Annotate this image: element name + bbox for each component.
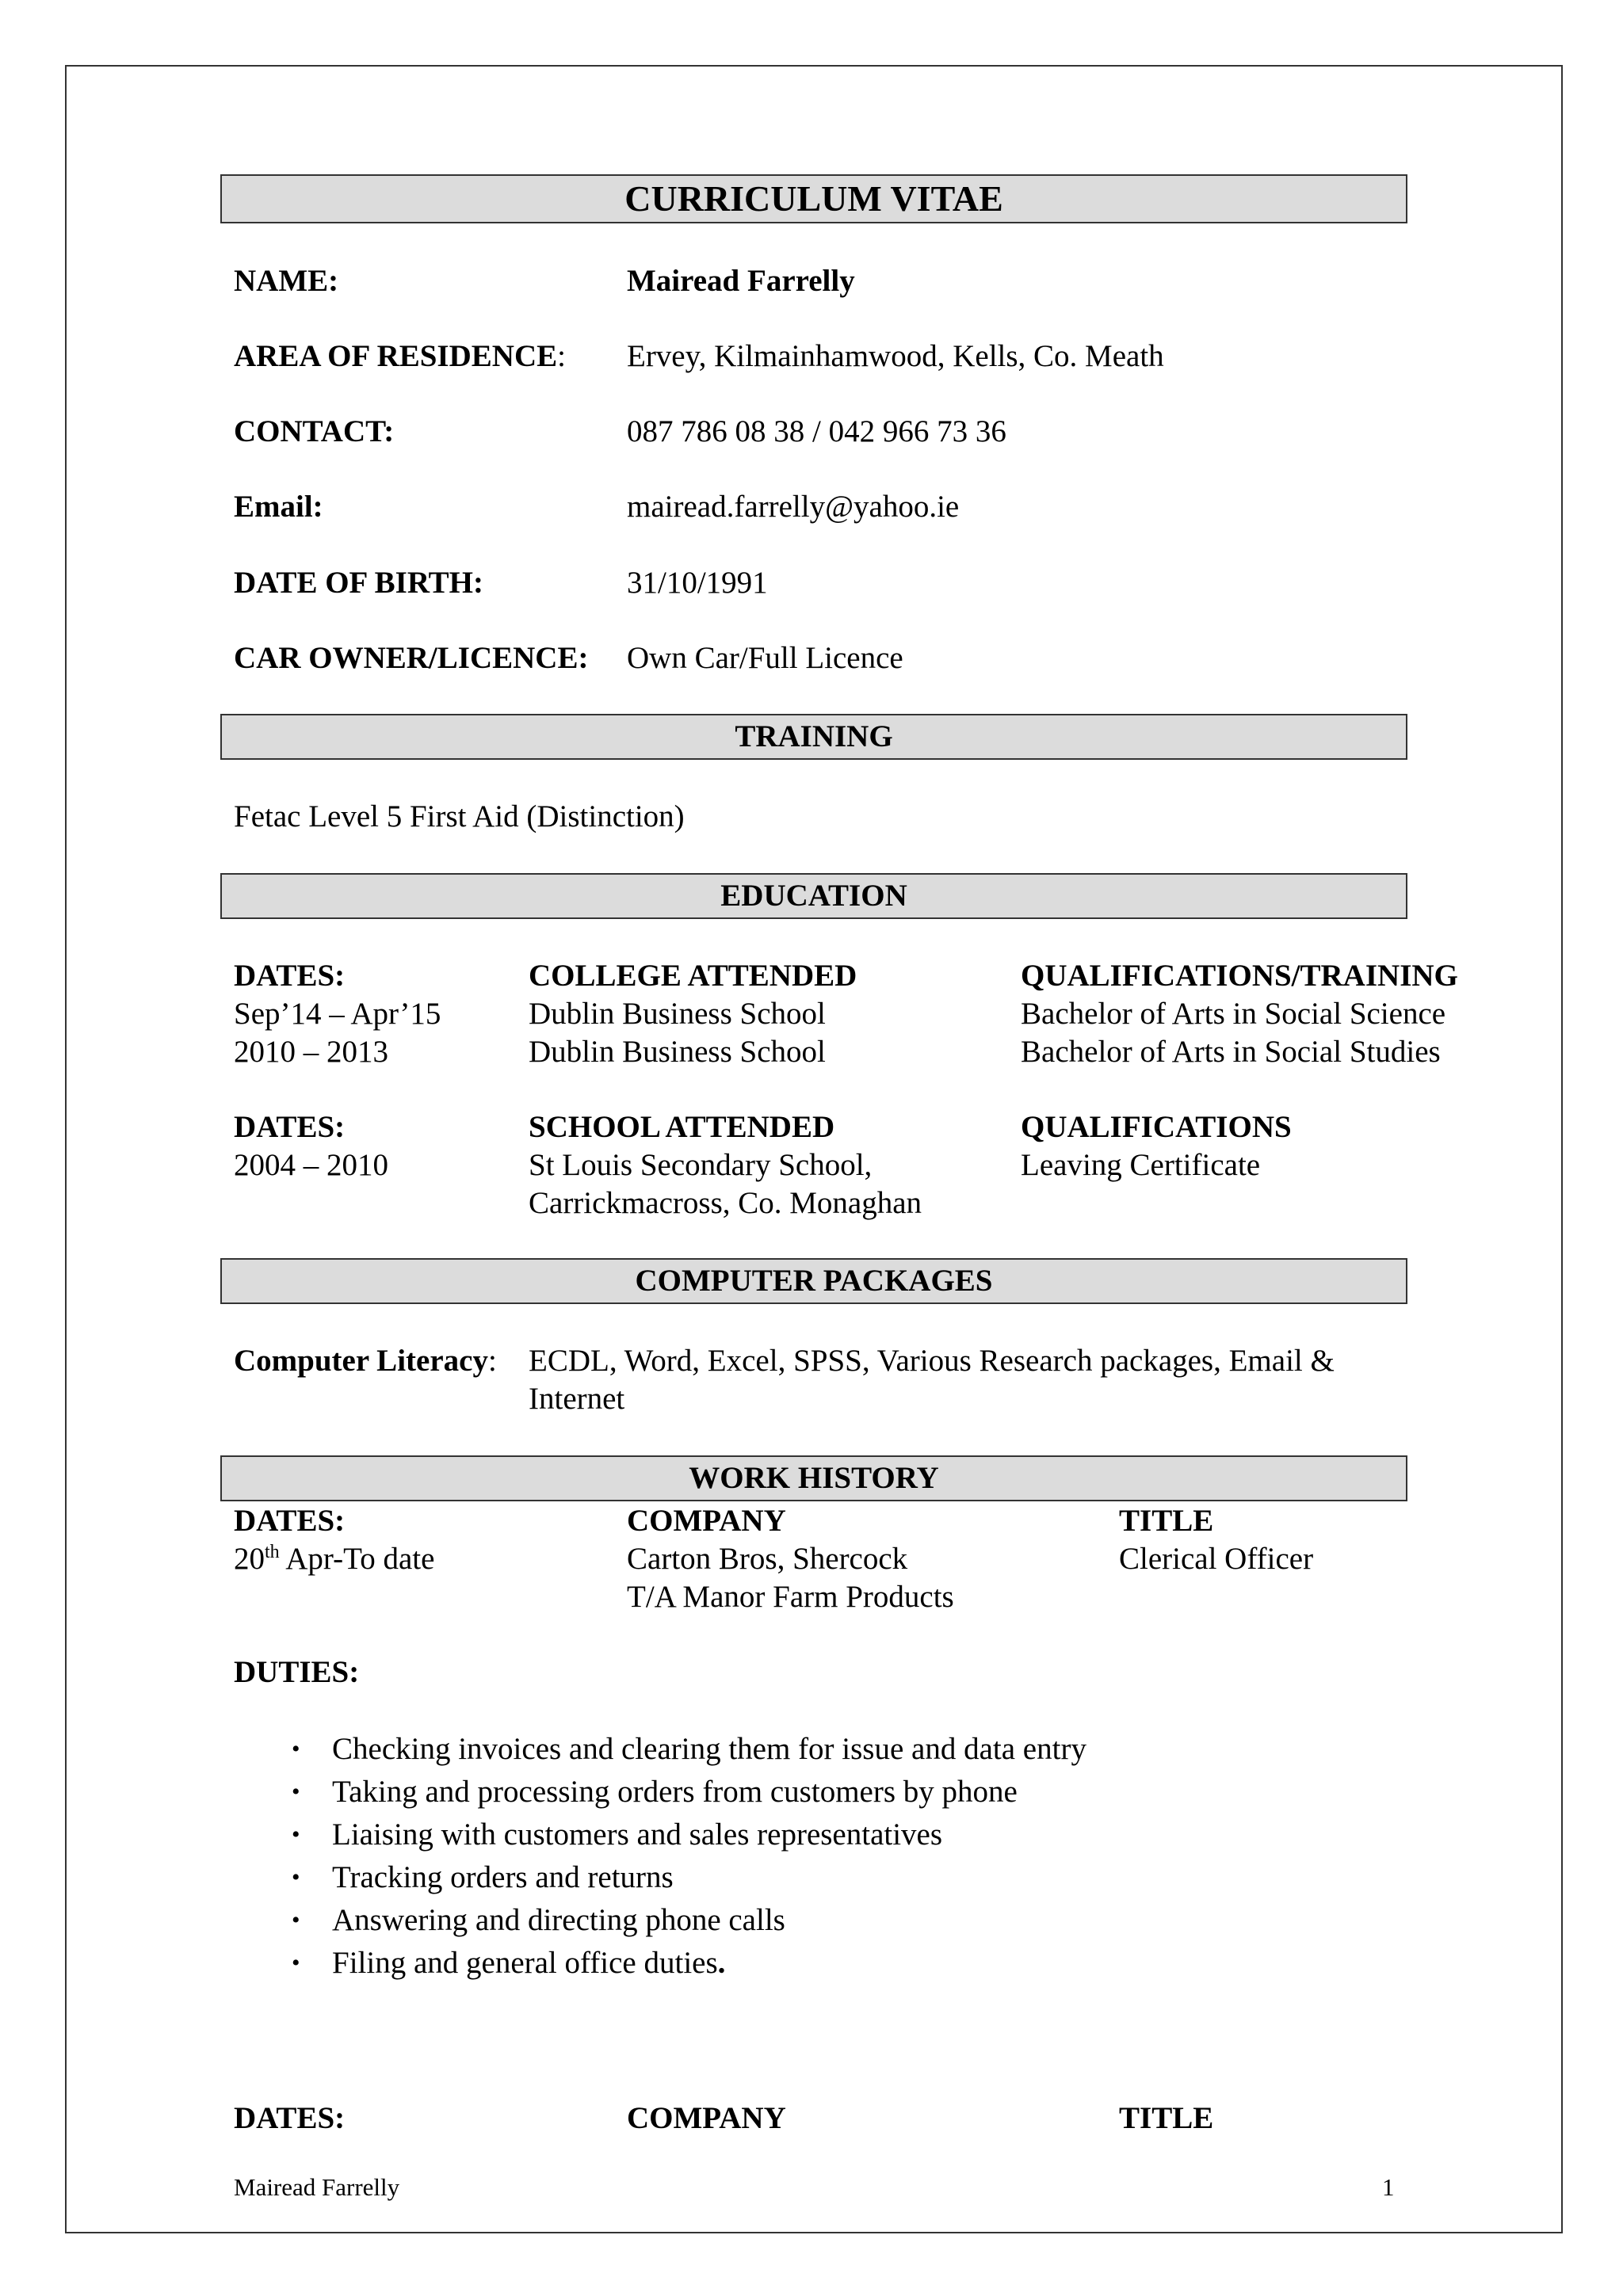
job-1-company-line-2: T/A Manor Farm Products bbox=[627, 1580, 954, 1614]
computer-literacy-value-line-1: ECDL, Word, Excel, SPSS, Various Research packages, Email & bbox=[529, 1344, 1335, 1378]
job-1-date-suffix: th bbox=[265, 1542, 280, 1562]
duties-label: DUTIES: bbox=[234, 1655, 360, 1689]
residence-label-colon: : bbox=[557, 339, 566, 373]
job-1-title: Clerical Officer bbox=[1119, 1542, 1314, 1576]
computer-literacy-label: Computer Literacy bbox=[234, 1344, 488, 1378]
next-dates-header: DATES: bbox=[234, 2101, 346, 2135]
bullet: • bbox=[292, 1779, 300, 1805]
computer-heading: COMPUTER PACKAGES bbox=[220, 1258, 1407, 1304]
duty-text: Checking invoices and clearing them for issue and data entry bbox=[332, 1732, 1086, 1766]
college-row-2-college: Dublin Business School bbox=[529, 1035, 826, 1069]
school-attended-header: SCHOOL ATTENDED bbox=[529, 1110, 835, 1144]
residence-label: AREA OF RESIDENCE bbox=[234, 339, 558, 373]
email-label: Email: bbox=[234, 490, 323, 524]
job-1-date-rest: Apr-To date bbox=[279, 1542, 435, 1576]
work-title-header: TITLE bbox=[1119, 1504, 1214, 1538]
college-row-1-college: Dublin Business School bbox=[529, 997, 826, 1031]
dob-label: DATE OF BIRTH: bbox=[234, 566, 483, 600]
residence-label-row bbox=[234, 338, 566, 376]
email-value: mairead.farrelly@yahoo.ie bbox=[627, 490, 960, 524]
college-attended-header: COLLEGE ATTENDED bbox=[529, 959, 857, 993]
college-row-1-dates: Sep’14 – Apr’15 bbox=[234, 997, 441, 1031]
dob-value: 31/10/1991 bbox=[627, 566, 768, 600]
document-title: CURRICULUM VITAE bbox=[220, 174, 1407, 223]
training-heading: TRAINING bbox=[220, 714, 1407, 760]
duty-text: Answering and directing phone calls bbox=[332, 1903, 785, 1937]
bullet: • bbox=[292, 1864, 300, 1890]
computer-literacy-value-line-2: Internet bbox=[529, 1382, 625, 1416]
bullet: • bbox=[292, 1907, 300, 1933]
duty-text: Liaising with customers and sales representatives bbox=[332, 1817, 943, 1852]
bullet: • bbox=[292, 1821, 300, 1848]
bullet: • bbox=[292, 1736, 300, 1762]
college-row-2-dates: 2010 – 2013 bbox=[234, 1035, 388, 1069]
work-company-header: COMPANY bbox=[627, 1504, 786, 1538]
duty-text-main: Filing and general office duties bbox=[332, 1946, 718, 1980]
duty-text: Tracking orders and returns bbox=[332, 1860, 674, 1894]
college-dates-header: DATES: bbox=[234, 959, 346, 993]
contact-value: 087 786 08 38 / 042 966 73 36 bbox=[627, 414, 1006, 448]
bullet: • bbox=[292, 1950, 300, 1976]
college-row-1-qualification: Bachelor of Arts in Social Science bbox=[1021, 997, 1446, 1031]
duty-text-period: . bbox=[717, 1946, 726, 1980]
school-name-line-1: St Louis Secondary School, bbox=[529, 1148, 873, 1182]
duty-text: Taking and processing orders from customers by phone bbox=[332, 1775, 1018, 1809]
work-heading: WORK HISTORY bbox=[220, 1455, 1407, 1501]
school-qualification: Leaving Certificate bbox=[1021, 1148, 1261, 1182]
job-1-date-day: 20 bbox=[234, 1542, 265, 1576]
residence-value: Ervey, Kilmainhamwood, Kells, Co. Meath bbox=[627, 339, 1164, 373]
footer-page-number: 1 bbox=[1382, 2173, 1395, 2201]
duty-text bbox=[332, 1942, 725, 1985]
name-label: NAME: bbox=[234, 264, 339, 298]
footer-name: Mairead Farrelly bbox=[234, 2173, 400, 2201]
licence-label: CAR OWNER/LICENCE: bbox=[234, 641, 589, 675]
contact-label: CONTACT: bbox=[234, 414, 395, 448]
next-company-header: COMPANY bbox=[627, 2101, 786, 2135]
training-text: Fetac Level 5 First Aid (Distinction) bbox=[234, 799, 685, 833]
school-dates: 2004 – 2010 bbox=[234, 1148, 388, 1182]
job-1-dates bbox=[234, 1540, 434, 1578]
computer-literacy-label-row bbox=[234, 1342, 497, 1380]
name-value: Mairead Farrelly bbox=[627, 264, 855, 298]
education-heading: EDUCATION bbox=[220, 873, 1407, 919]
school-dates-header: DATES: bbox=[234, 1110, 346, 1144]
next-title-header: TITLE bbox=[1119, 2101, 1214, 2135]
job-1-company-line-1: Carton Bros, Shercock bbox=[627, 1542, 908, 1576]
computer-literacy-colon: : bbox=[487, 1344, 497, 1378]
college-qualifications-header: QUALIFICATIONS/TRAINING bbox=[1021, 959, 1458, 993]
school-name-line-2: Carrickmacross, Co. Monaghan bbox=[529, 1186, 922, 1220]
school-qualifications-header: QUALIFICATIONS bbox=[1021, 1110, 1292, 1144]
licence-value: Own Car/Full Licence bbox=[627, 641, 903, 675]
college-row-2-qualification: Bachelor of Arts in Social Studies bbox=[1021, 1035, 1441, 1069]
work-dates-header: DATES: bbox=[234, 1504, 346, 1538]
